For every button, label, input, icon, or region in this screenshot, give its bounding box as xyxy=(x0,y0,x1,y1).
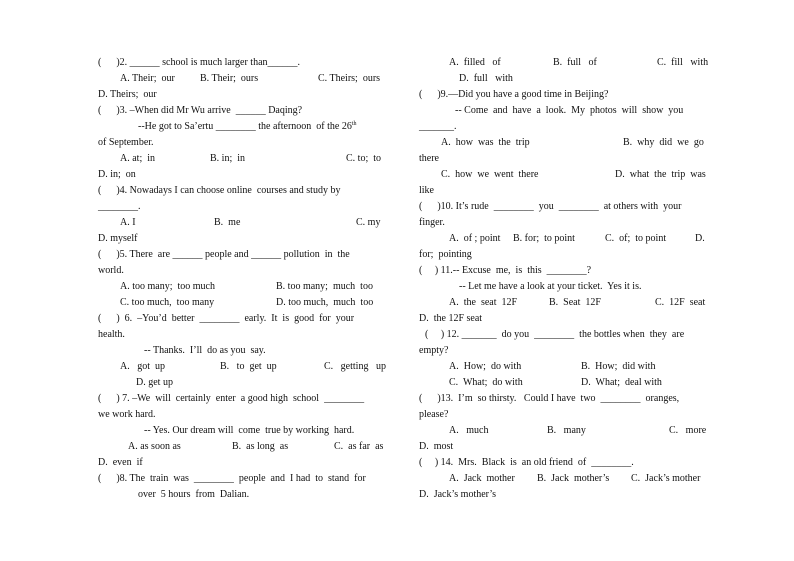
question-9-options-cd xyxy=(419,167,709,183)
left-column xyxy=(98,0,388,561)
question-6-response: -- Thanks. I’ll do as you say. xyxy=(144,345,266,356)
question-11-option-d: D. the 12F seat xyxy=(419,313,483,324)
option-a: A. as soon as xyxy=(128,441,181,452)
option-b: B. full of xyxy=(553,57,597,68)
option-c: C. how we went there xyxy=(441,169,539,180)
question-5-continuation: world. xyxy=(98,265,124,276)
question-14-stem: ( ) 14. Mrs. Black is an old friend of ________. xyxy=(419,457,634,468)
question-7-option-d: D. even if xyxy=(98,457,143,468)
question-5-stem: ( )5. There are ______ people and ______ pollution in the xyxy=(98,249,350,260)
option-d: D. What; deal with xyxy=(581,377,662,388)
question-10-stem: ( )10. It’s rude ________ you ________ at others with your xyxy=(419,201,682,212)
option-b: B. How; did with xyxy=(581,361,656,372)
question-12-options-ab xyxy=(419,359,709,375)
option-a: A. much xyxy=(449,425,489,436)
question-9-option-d-wrap: like xyxy=(419,185,434,196)
option-c: C. of; to point xyxy=(605,233,667,244)
option-b: B. Their; ours xyxy=(200,73,259,84)
option-c: C. more xyxy=(669,425,707,436)
question-8-stem: ( )8. The train was ________ people and I had to stand for xyxy=(98,473,366,484)
option-c: C. fill with xyxy=(657,57,709,68)
question-3-answer-text: --He got to Sa’ertu ________ the afternoon of the 26 xyxy=(138,121,352,132)
question-3-answer-line xyxy=(138,119,388,135)
option-b: B. me xyxy=(214,217,241,228)
question-7-response: -- Yes. Our dream will come true by working hard. xyxy=(144,425,355,436)
option-a: A. got up xyxy=(120,361,165,372)
question-3-options-abc xyxy=(98,151,388,167)
option-c: C. to; to xyxy=(346,153,382,164)
question-9-continuation: _______. xyxy=(419,121,457,132)
option-b: B. to get up xyxy=(220,361,277,372)
question-11-stem: ( ) 11.-- Excuse me, is this ________? xyxy=(419,265,592,276)
question-13-option-d: D. most xyxy=(419,441,454,452)
question-4-stem: ( )4. Nowadays I can choose online courses and study by xyxy=(98,185,341,196)
option-a: A. I xyxy=(120,217,136,228)
option-b: B. why did we go xyxy=(623,137,704,148)
question-8-option-d: D. full with xyxy=(459,73,513,84)
question-10-options-abc xyxy=(419,231,709,247)
question-11-response: -- Let me have a look at your ticket. Yes it is. xyxy=(459,281,642,292)
question-12-stem: ( ) 12. _______ do you ________ the bottles when they are xyxy=(425,329,685,340)
question-5-options-cd xyxy=(98,295,388,311)
question-6-stem: ( ) 6. –You’d better ________ early. It is good for your xyxy=(98,313,355,324)
option-b: B. too many; much too xyxy=(276,281,373,292)
option-b: B. for; to point xyxy=(513,233,575,244)
option-a: A. too many; too much xyxy=(120,281,215,292)
question-6-option-d: D. get up xyxy=(136,377,173,388)
question-6-options-abc xyxy=(98,359,388,375)
question-8-continuation: over 5 hours from Dalian. xyxy=(138,489,250,500)
right-column xyxy=(419,0,709,561)
option-a: A. the seat 12F xyxy=(449,297,518,308)
question-10-option-d: for; pointing xyxy=(419,249,472,260)
question-10-continuation: finger. xyxy=(419,217,445,228)
option-c: C. Theirs; ours xyxy=(318,73,381,84)
option-c: C. getting up xyxy=(324,361,386,372)
option-d-letter: D. xyxy=(695,233,705,244)
option-a: A. filled of xyxy=(449,57,501,68)
option-a: A. How; do with xyxy=(449,361,522,372)
question-12-continuation: empty? xyxy=(419,345,449,356)
option-a: A. Their; our xyxy=(120,73,175,84)
ordinal-suffix: th xyxy=(351,121,357,127)
question-6-continuation: health. xyxy=(98,329,125,340)
option-a: A. of ; point xyxy=(449,233,501,244)
option-c: C. What; do with xyxy=(449,377,523,388)
question-14-option-d: D. Jack’s mother’s xyxy=(419,489,497,500)
question-7-stem: ( ) 7. –We will certainly enter a good high school ________ xyxy=(98,393,365,404)
question-13-continuation: please? xyxy=(419,409,449,420)
question-4-continuation: ________. xyxy=(98,201,141,212)
option-a: A. Jack mother xyxy=(449,473,515,484)
question-8-options-abc xyxy=(419,55,709,71)
question-13-options-abc xyxy=(419,423,709,439)
question-13-stem: ( )13. I’m so thirsty. Could I have two ________ oranges, xyxy=(419,393,680,404)
option-c: C. too much, too many xyxy=(120,297,215,308)
option-d: D. what the trip was xyxy=(615,169,706,180)
question-14-options-abc xyxy=(419,471,709,487)
question-12-options-cd xyxy=(419,375,709,391)
option-b: B. Seat 12F xyxy=(549,297,601,308)
question-9-option-b-wrap: there xyxy=(419,153,439,164)
question-2-stem: ( )2. ______ school is much larger than______. xyxy=(98,57,301,68)
option-b: B. in; in xyxy=(210,153,246,164)
question-9-options-ab xyxy=(419,135,709,151)
question-3-option-d: D. in; on xyxy=(98,169,136,180)
option-a: A. at; in xyxy=(120,153,155,164)
question-4-options-abc xyxy=(98,215,388,231)
option-c: C. as far as xyxy=(334,441,384,452)
option-d: D. too much, much too xyxy=(276,297,374,308)
option-b: B. Jack mother’s xyxy=(537,473,610,484)
option-c: C. 12F seat xyxy=(655,297,706,308)
question-5-options-ab xyxy=(98,279,388,295)
question-2-option-d: D. Theirs; our xyxy=(98,89,157,100)
question-7-options-abc xyxy=(98,439,388,455)
option-c: C. my xyxy=(356,217,381,228)
question-3-stem: ( )3. –When did Mr Wu arrive ______ Daqing? xyxy=(98,105,303,116)
option-b: B. as long as xyxy=(232,441,289,452)
question-9-response: -- Come and have a look. My photos will show you xyxy=(455,105,684,116)
option-a: A. how was the trip xyxy=(441,137,530,148)
question-3-continuation: of September. xyxy=(98,137,154,148)
question-4-option-d: D. myself xyxy=(98,233,138,244)
option-b: B. many xyxy=(547,425,586,436)
question-9-stem: ( )9.—Did you have a good time in Beijing? xyxy=(419,89,609,100)
option-c: C. Jack’s mother xyxy=(631,473,701,484)
question-7-continuation: we work hard. xyxy=(98,409,156,420)
question-11-options-abc xyxy=(419,295,709,311)
question-2-options-abc xyxy=(98,71,388,87)
